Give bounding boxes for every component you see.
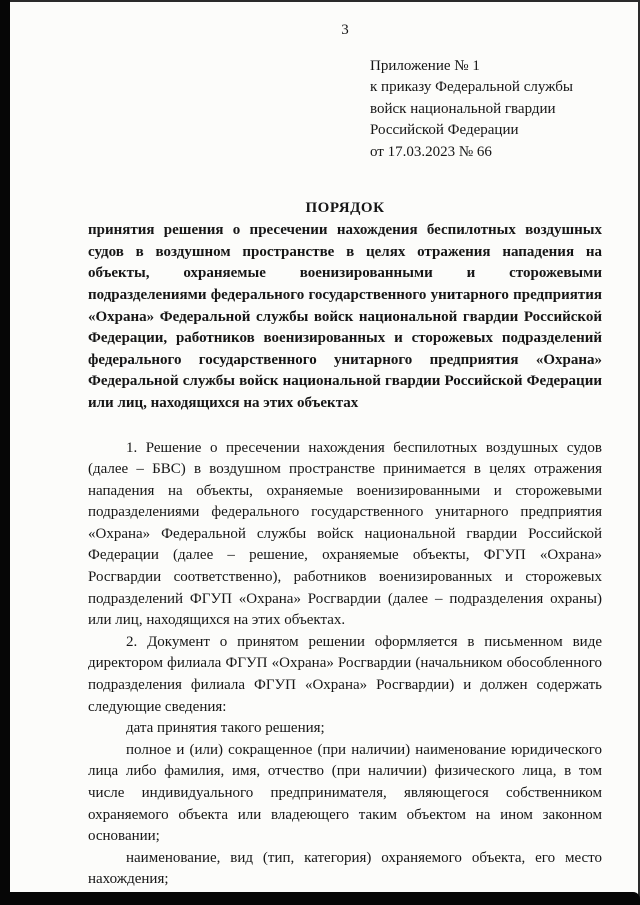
annex-line: Российской Федерации (370, 122, 519, 139)
scan-edge-left (0, 0, 10, 905)
paragraph-1: 1. Решение о пресечении нахождения беспилотных воздушных судов (далее – БВС) в воздушном пространстве принимается в целях отражения нападения на объекты, охраняемые военизированными и сторожевыми подразделениями федерального государственного унитарного предприятия «Охрана» Федеральной службы войск национальной гвардии Российской Федерации (далее – решение, охраняемые объекты, ФГУП «Охрана» Росгвардии соответственно), работников военизированных и сторожевых подразделений ФГУП «Охрана» Росгвардии (далее – подразделения охраны) или лиц, находящихся на этих объектах. (88, 439, 602, 629)
annex-line: войск национальной гвардии (370, 100, 556, 117)
annex-block (370, 56, 602, 164)
list-item-owner-name: полное и (или) сокращенное (при наличии) наименование юридического лица либо фамилия, имя, отчество (при наличии) физического лица, в том числе индивидуального предпринимателя, являющегося собственником охраняемого объекта или владеющего таким объектом на ином законном основании; (88, 741, 602, 845)
scan-edge-bottom (0, 892, 640, 905)
document-title: ПОРЯДОК (305, 199, 385, 216)
annex-line: Приложение № 1 (370, 57, 480, 74)
list-item-object-name: наименование, вид (тип, категория) охраняемого объекта, его место нахождения; (88, 849, 602, 888)
document-subtitle: принятия решения о пресечении нахождения беспилотных воздушных судов в воздушном пространстве в целях отражения нападения на объекты, охраняемые военизированными и сторожевыми подразделениями федерального государственного унитарного предприятия «Охрана» Федеральной службы войск национальной гвардии Российской Федерации, работников военизированных и сторожевых подразделений федерального государственного унитарного предприятия «Охрана» Федеральной службы войск национальной гвардии Российской Федерации или лиц, находящихся на этих объектах (88, 222, 602, 411)
scan-edge-top (0, 0, 640, 2)
page-number: 3 (341, 22, 349, 38)
annex-line: к приказу Федеральной службы (370, 79, 574, 96)
list-item-date: дата принятия такого решения; (126, 720, 325, 737)
paragraph-2: 2. Документ о принятом решении оформляется в письменном виде директором филиала ФГУП «Охрана» Росгвардии (начальником обособленного подразделения филиала ФГУП «Охрана» Росгвардии) и должен содержать следующие сведения: (88, 633, 602, 715)
page-content (88, 20, 602, 891)
annex-line: от 17.03.2023 № 66 (370, 143, 492, 160)
